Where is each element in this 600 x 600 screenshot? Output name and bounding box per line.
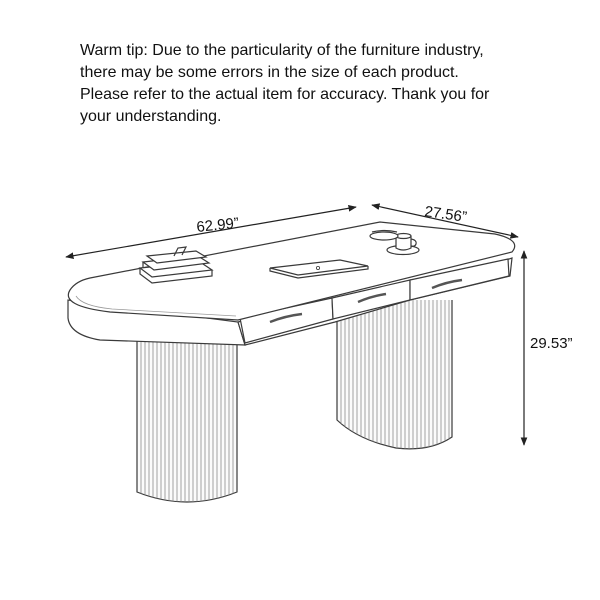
right-pedestal [337,300,452,455]
left-pedestal [137,338,237,512]
notice-line: there may be some errors in the size of each product. [80,64,459,81]
desk-illustration [68,222,515,512]
height-dimension [524,251,573,445]
height-label: 29.53” [530,335,573,352]
small-tray [370,231,398,241]
notice-line: Warm tip: Due to the particularity of the furniture industry, [80,42,484,59]
notice-line: your understanding. [80,108,222,125]
length-label: 62.99” [195,214,240,236]
notice-line: Please refer to the actual item for accuracy. Thank you for [80,86,490,103]
depth-label: 27.56” [423,203,468,226]
